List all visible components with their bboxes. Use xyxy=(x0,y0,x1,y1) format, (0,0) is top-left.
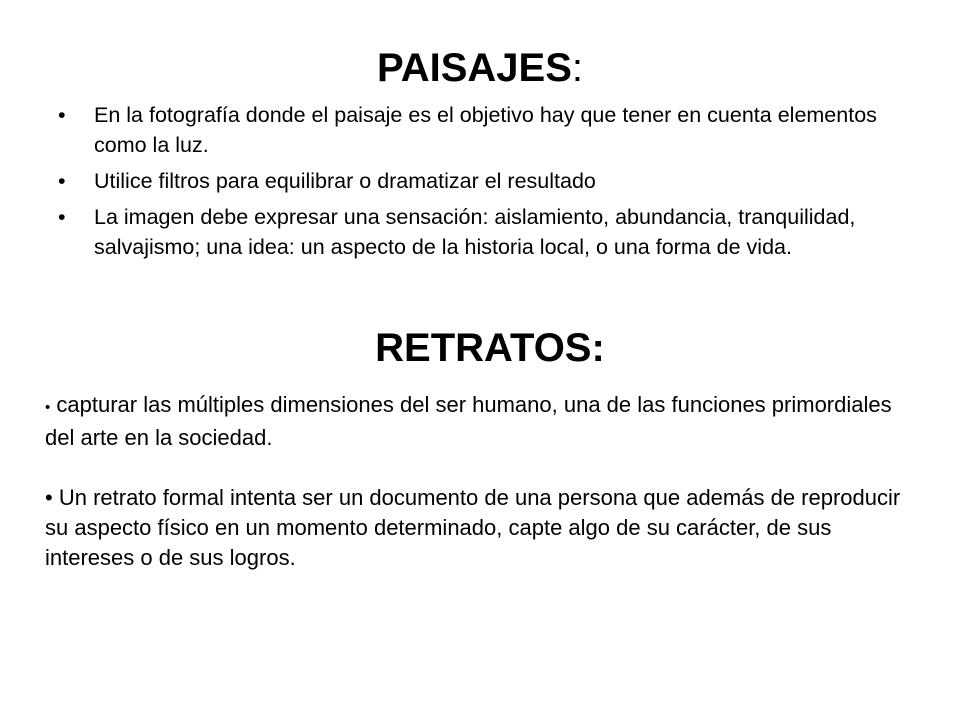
bullet-dot-icon: • xyxy=(45,485,53,510)
paisajes-bullet-item xyxy=(56,166,916,196)
bullet-dot-icon: • xyxy=(58,205,66,229)
paisajes-title-colon: : xyxy=(571,46,583,90)
paisajes-title xyxy=(0,40,960,96)
paisajes-bullet-text: La imagen debe expresar una sensación: aislamiento, abundancia, tranquilidad, salvajismo; una idea: un aspecto de la historia local, o una forma de vida. xyxy=(94,205,856,259)
retratos-paragraph xyxy=(45,483,925,573)
paisajes-bullet-list xyxy=(56,100,916,268)
bullet-dot-icon: • xyxy=(45,399,51,416)
bullet-dot-icon: • xyxy=(58,169,66,193)
paisajes-bullet-text: En la fotografía donde el paisaje es el objetivo hay que tener en cuenta elementos como la luz. xyxy=(94,103,877,157)
paisajes-bullet-item xyxy=(56,100,916,160)
paisajes-bullet-text: Utilice filtros para equilibrar o dramatizar el resultado xyxy=(94,169,596,193)
bullet-dot-icon: • xyxy=(58,103,66,127)
retratos-paragraph xyxy=(45,390,925,453)
paisajes-bullet-item xyxy=(56,202,916,262)
paisajes-title-text: PAISAJES xyxy=(376,46,572,90)
retratos-body xyxy=(45,390,925,573)
paragraph-spacer xyxy=(45,453,925,483)
retratos-title: RETRATOS: xyxy=(375,326,605,370)
retratos-paragraph-text: capturar las múltiples dimensiones del ser humano, una de las funciones primordiales del arte en la sociedad. xyxy=(45,392,892,450)
retratos-paragraph-text: Un retrato formal intenta ser un documento de una persona que además de reproducir su aspecto físico en un momento determinado, capte algo de su carácter, de sus intereses o de sus logros. xyxy=(45,485,901,570)
